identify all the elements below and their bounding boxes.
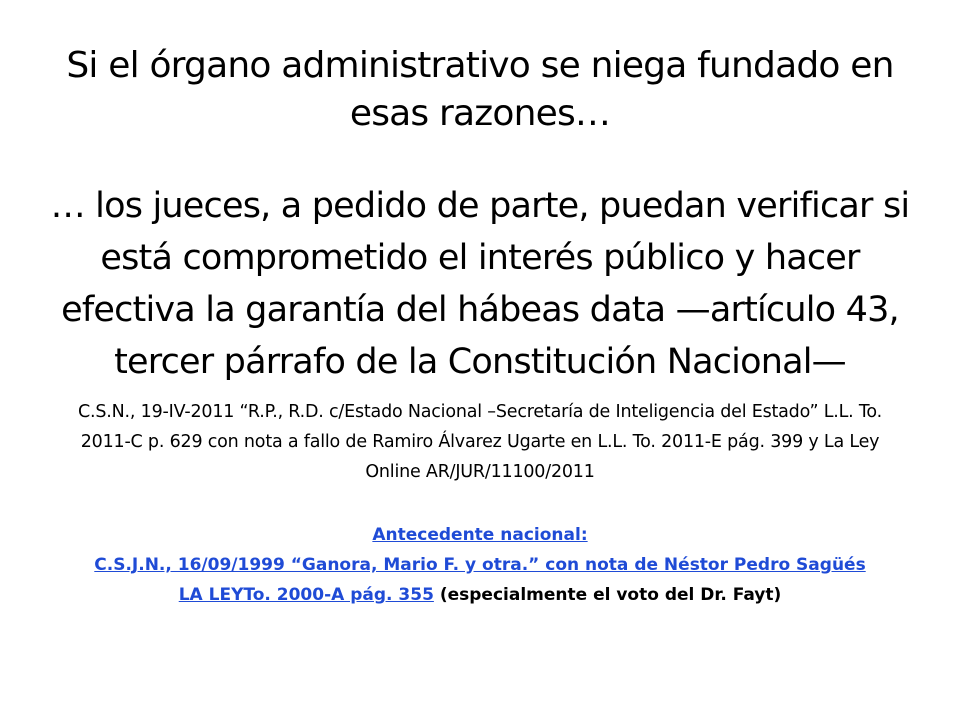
- slide-title: Si el órgano administrativo se niega fundado en esas razones…: [66, 45, 894, 134]
- slide-body-text: … los jueces, a pedido de parte, puedan verificar si está comprometido el interés público y hacer efectiva la garantía del hábeas data —artículo 43, tercer párrafo de la Constitución Nacional—: [50, 186, 910, 382]
- antecedente-heading-link[interactable]: Antecedente nacional:: [372, 525, 588, 545]
- case-reference-link[interactable]: C.S.J.N., 16/09/1999 “Ganora, Mario F. y otra.” con nota de Néstor Pedro Sagüés: [94, 555, 866, 575]
- la-ley-reference-link[interactable]: LA LEYTo. 2000-A pág. 355: [178, 585, 434, 605]
- citation-text: C.S.N., 19-IV-2011 “R.P., R.D. c/Estado Nacional –Secretaría de Inteligencia del Estado” L.L. To. 2011-C p. 629 con nota a fallo de Ramiro Álvarez Ugarte en L.L. To. 2011-E pág. 399 y La Ley Online AR/JUR/11100/2011: [78, 402, 882, 482]
- antecedente-block: [30, 520, 930, 610]
- antecedente-note: (especialmente el voto del Dr. Fayt): [433, 585, 782, 605]
